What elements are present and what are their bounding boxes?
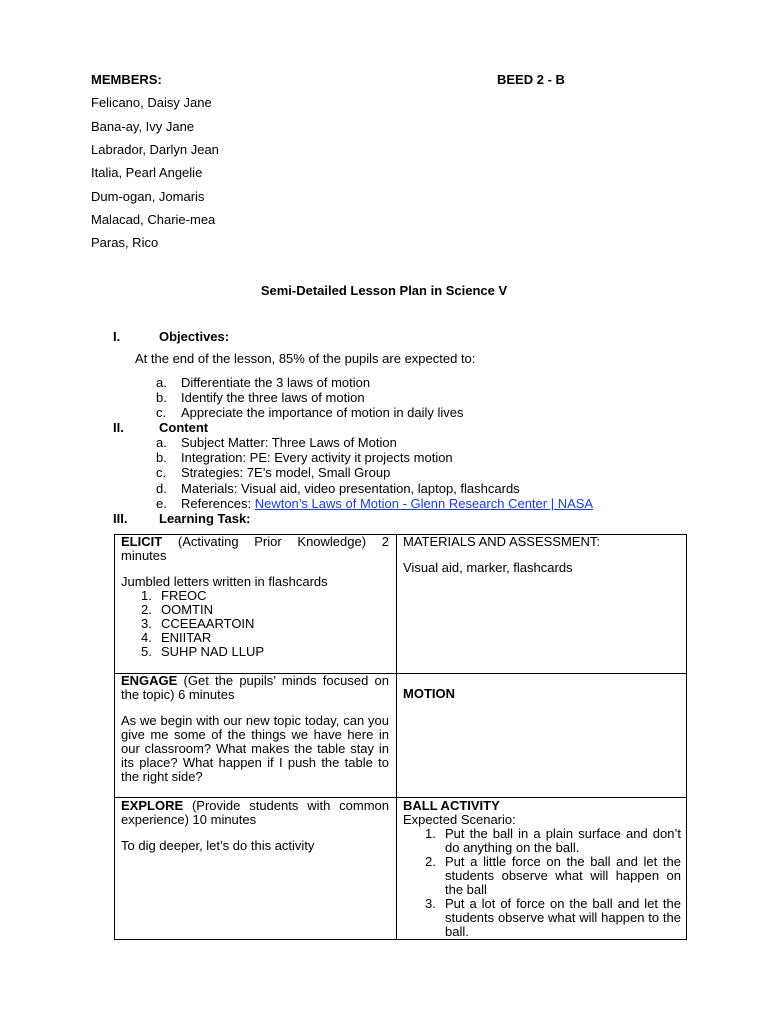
member-name: Bana-ay, Ivy Jane xyxy=(91,119,195,134)
section-heading: Learning Task: xyxy=(159,511,251,526)
members-label: MEMBERS: xyxy=(91,72,162,87)
member-name: Labrador, Darlyn Jean xyxy=(91,142,219,157)
section-number: II. xyxy=(113,420,124,435)
explore-description: (Provide students with common experience) 10 minutes xyxy=(121,798,389,827)
ball-activity-cell xyxy=(403,799,681,939)
page-title: Semi-Detailed Lesson Plan in Science V xyxy=(260,283,508,298)
list-item: 3. Put a lot of force on the ball and let the students observe what will happen to the ball. xyxy=(425,896,681,939)
list-item: a. Subject Matter: Three Laws of Motion xyxy=(156,435,397,450)
list-item: 2. OOMTIN xyxy=(141,602,213,617)
list-item: b. Integration: PE: Every activity it projects motion xyxy=(156,450,453,466)
list-item: 5. SUHP NAD LLUP xyxy=(141,644,265,659)
elicit-description: (Activating Prior Knowledge) 2 minutes xyxy=(121,534,389,563)
elicit-subtitle: Jumbled letters written in flashcards xyxy=(121,574,328,589)
scenario-steps xyxy=(403,827,681,939)
objectives-list xyxy=(156,375,464,421)
member-name: Felicano, Daisy Jane xyxy=(91,95,212,110)
table-divider xyxy=(396,535,397,939)
explore-heading: EXPLORE xyxy=(121,798,184,813)
section-number: I. xyxy=(113,329,121,344)
expected-scenario-label: Expected Scenario: xyxy=(403,812,516,827)
content-list xyxy=(156,435,593,511)
list-item: e. References: Newton’s Laws of Motion - Glenn Research Center | NASA xyxy=(156,495,594,511)
learning-task-table xyxy=(114,534,687,940)
engage-heading: ENGAGE xyxy=(121,673,178,688)
materials-list: Visual aid, marker, flashcards xyxy=(403,560,573,575)
engage-cell xyxy=(121,674,389,784)
member-name: Italia, Pearl Angelie xyxy=(91,165,203,180)
engage-description: (Get the pupils’ minds focused on the topic) 6 minutes xyxy=(121,673,389,702)
ball-activity-heading: BALL ACTIVITY xyxy=(403,798,500,813)
section-heading: Objectives: xyxy=(159,329,230,344)
section-label: BEED 2 - B xyxy=(497,72,565,87)
materials-heading: MATERIALS AND ASSESSMENT: xyxy=(403,534,600,549)
objectives-intro: At the end of the lesson, 85% of the pupils are expected to: xyxy=(135,351,476,366)
list-item: 4. ENIITAR xyxy=(141,630,212,645)
section-learning-task xyxy=(113,511,413,527)
jumbled-words-list xyxy=(121,589,389,659)
elicit-heading: ELICIT xyxy=(121,534,163,549)
section-content xyxy=(113,420,413,436)
list-item: 1. FREOC xyxy=(141,588,207,603)
materials-cell xyxy=(403,535,681,575)
explore-body: To dig deeper, let’s do this activity xyxy=(121,838,315,853)
list-item: 1. Put the ball in a plain surface and don’t do anything on the ball. xyxy=(425,826,681,855)
references-label: References: xyxy=(181,495,255,511)
member-name: Dum-ogan, Jomaris xyxy=(91,189,205,204)
list-item: 2. Put a little force on the ball and let the students observe what will happen on the ball xyxy=(425,854,681,897)
list-item: a. Differentiate the 3 laws of motion xyxy=(156,375,371,390)
section-heading: Content xyxy=(159,420,209,435)
list-item: 3. CCEEAARTOIN xyxy=(141,616,255,631)
engage-body: As we begin with our new topic today, can you give me some of the things we have here in our classroom? What makes the table stay in its place? What happen if I push the table to the right side? xyxy=(121,713,389,784)
member-name: Malacad, Charie-mea xyxy=(91,212,216,227)
list-item: b. Identify the three laws of motion xyxy=(156,390,365,406)
explore-cell xyxy=(121,799,389,853)
motion-cell xyxy=(403,687,681,701)
motion-heading: MOTION xyxy=(403,686,455,701)
section-objectives xyxy=(113,329,413,345)
list-item: d. Materials: Visual aid, video presentation, laptop, flashcards xyxy=(156,480,520,496)
member-name: Paras, Rico xyxy=(91,235,159,250)
references-link[interactable]: Newton’s Laws of Motion - Glenn Research Center | NASA xyxy=(254,495,594,511)
list-item: c. Appreciate the importance of motion in daily lives xyxy=(156,405,464,421)
list-item: c. Strategies: 7E’s model, Small Group xyxy=(156,465,391,481)
section-number: III. xyxy=(113,511,128,526)
elicit-cell xyxy=(121,535,389,659)
